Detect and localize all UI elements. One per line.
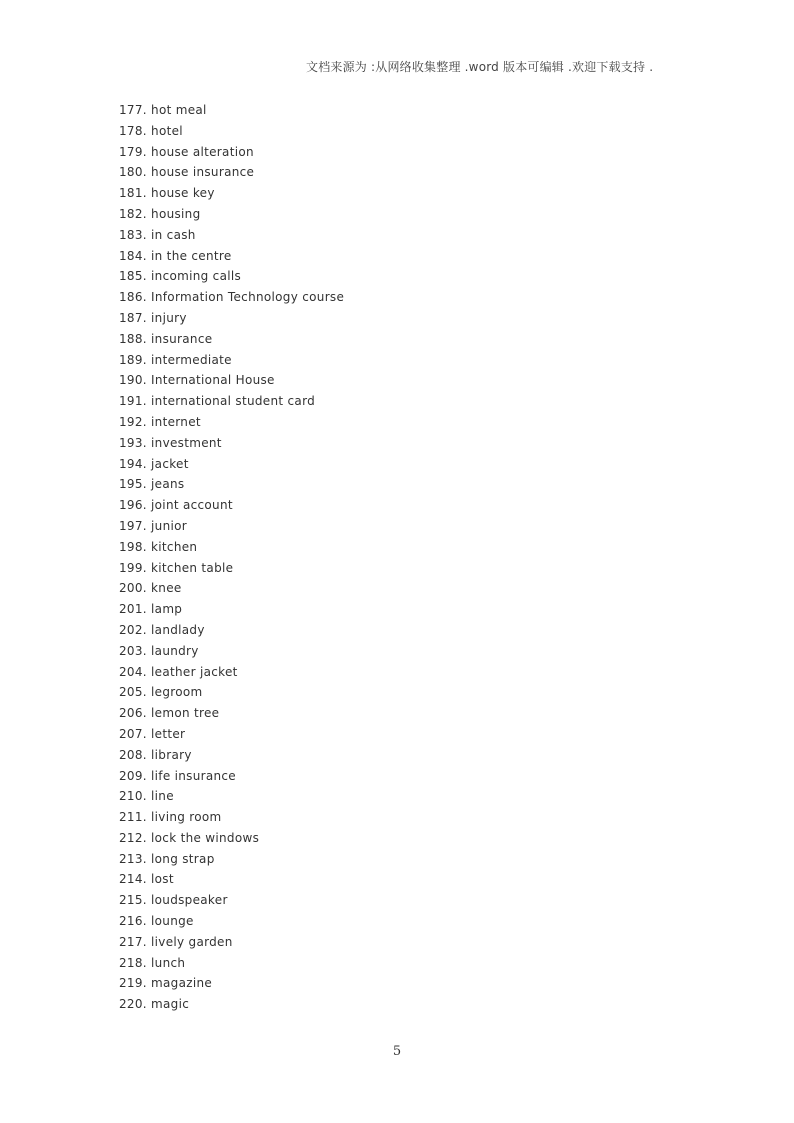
list-item: 217. lively garden [119, 934, 233, 949]
list-item: 189. intermediate [119, 352, 232, 367]
list-item: 197. junior [119, 518, 187, 533]
list-item: 198. kitchen [119, 539, 198, 554]
list-item: 214. lost [119, 872, 174, 887]
list-item: 188. insurance [119, 331, 213, 346]
list-item: 185. incoming calls [119, 269, 242, 284]
list-item: 194. jacket [119, 456, 189, 471]
list-item: 207. letter [119, 726, 186, 741]
list-item: 180. house insurance [119, 165, 255, 180]
list-item: 213. long strap [119, 851, 215, 866]
list-item: 208. library [119, 747, 192, 762]
list-item: 196. joint account [119, 498, 233, 513]
list-item: 206. lemon tree [119, 706, 220, 721]
list-item: 192. internet [119, 414, 201, 429]
list-item: 215. loudspeaker [119, 893, 228, 908]
vocabulary-list [119, 100, 344, 1015]
list-item: 186. Information Technology course [119, 290, 345, 305]
list-item: 182. housing [119, 206, 201, 221]
list-item: 205. legroom [119, 685, 203, 700]
list-item: 203. laundry [119, 643, 199, 658]
list-item: 212. lock the windows [119, 830, 260, 845]
list-item: 191. international student card [119, 394, 316, 409]
list-item: 202. landlady [119, 622, 205, 637]
page-number: 5 [392, 1044, 402, 1059]
list-item: 216. lounge [119, 914, 194, 929]
list-item: 218. lunch [119, 955, 186, 970]
list-item: 220. magic [119, 997, 190, 1012]
page-header: 文档来源为 :从网络收集整理 .word 版本可编辑 .欢迎下载支持 . [306, 60, 654, 74]
list-item: 190. International House [119, 373, 275, 388]
list-item: 219. magazine [119, 976, 213, 991]
list-item: 179. house alteration [119, 144, 254, 159]
list-item: 199. kitchen table [119, 560, 234, 575]
list-item: 204. leather jacket [119, 664, 238, 679]
list-item: 177. hot meal [119, 103, 207, 117]
list-item: 195. jeans [119, 477, 185, 492]
list-item: 183. in cash [119, 227, 196, 242]
list-item: 201. lamp [119, 602, 183, 617]
list-item: 184. in the centre [119, 248, 232, 263]
list-item: 181. house key [119, 186, 215, 201]
list-item: 209. life insurance [119, 768, 236, 783]
list-item: 210. line [119, 789, 174, 804]
list-item: 200. knee [119, 581, 182, 596]
list-item: 178. hotel [119, 123, 183, 138]
list-item: 193. investment [119, 435, 222, 450]
list-item: 187. injury [119, 310, 187, 325]
list-item: 211. living room [119, 810, 222, 825]
